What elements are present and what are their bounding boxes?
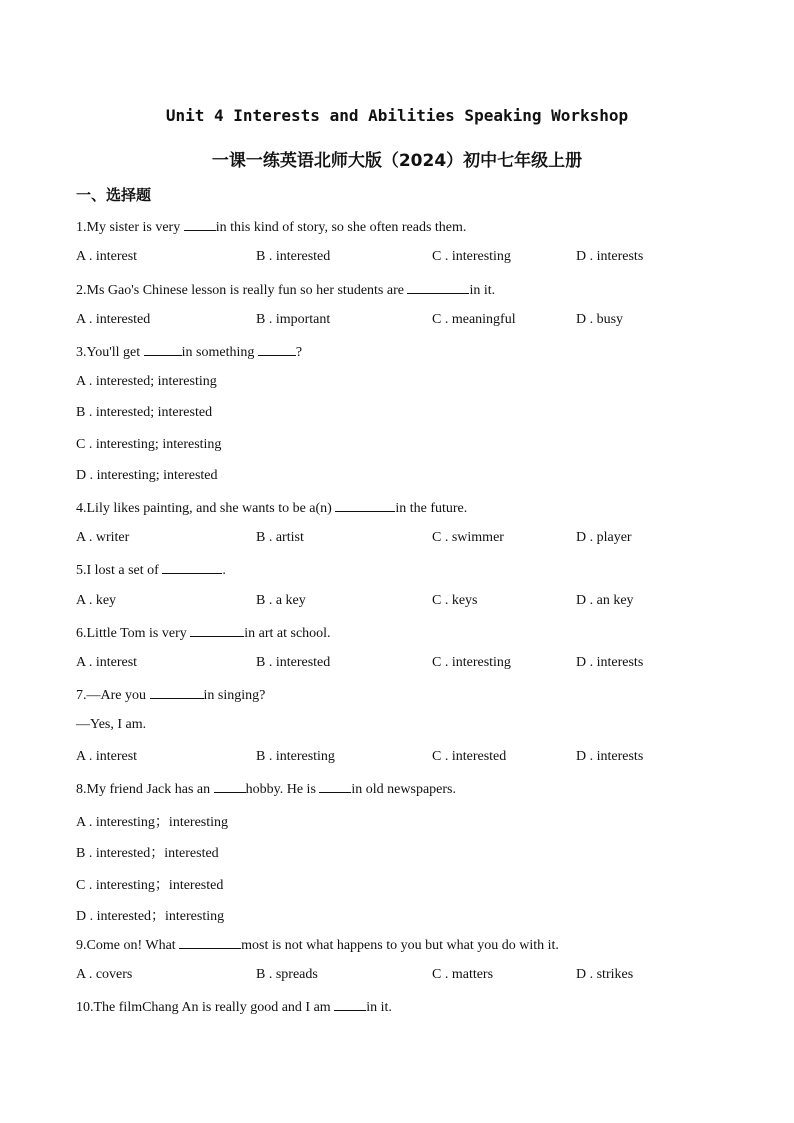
option-a: A . interested; interesting — [76, 374, 217, 389]
option-a: A . key — [76, 593, 117, 608]
question-9 — [76, 936, 559, 954]
option-c: C . swimmer — [432, 530, 504, 545]
answer-blank — [335, 499, 395, 512]
question-2 — [76, 281, 495, 299]
question-1 — [76, 218, 466, 236]
option-b: B . interesting — [256, 749, 335, 764]
option-a: A . writer — [76, 530, 130, 545]
question-7 — [76, 686, 265, 704]
question-text: in the future. — [395, 501, 468, 516]
section-heading: 一、选择题 — [76, 186, 152, 204]
question-8 — [76, 780, 456, 798]
answer-blank — [144, 343, 182, 356]
option-d: D . an key — [576, 593, 634, 608]
answer-blank — [179, 936, 241, 949]
answer-blank — [319, 780, 351, 793]
answer-blank — [162, 561, 222, 574]
question-text: 7.—Are you — [76, 688, 150, 703]
option-a: A . interest — [76, 749, 138, 764]
question-6 — [76, 624, 331, 642]
question-text: 5.I lost a set of — [76, 563, 163, 578]
option-a: A . interested — [76, 312, 151, 327]
question-text: most is not what happens to you but what you do with it. — [241, 938, 559, 953]
question-text: hobby. He is — [245, 782, 320, 797]
question-text: in this kind of story, so she often reads them. — [215, 220, 467, 235]
question-text: 9.Come on! What — [76, 938, 180, 953]
option-b: B . interested；interested — [76, 846, 219, 861]
option-d: D . interests — [576, 249, 644, 264]
option-c: C . interesting — [432, 655, 511, 670]
question-text: in it. — [366, 1000, 392, 1015]
option-c: C . interesting — [432, 249, 511, 264]
question-text: in something — [181, 345, 258, 360]
option-d: D . strikes — [576, 967, 634, 982]
answer-blank — [258, 343, 296, 356]
question-text: in singing? — [203, 688, 266, 703]
option-a: A . interest — [76, 655, 138, 670]
question-3 — [76, 343, 302, 361]
question-text: ? — [295, 345, 303, 360]
question-4 — [76, 499, 467, 517]
option-b: B . important — [256, 312, 331, 327]
option-b: B . interested — [256, 249, 331, 264]
question-text: 1.My sister is very — [76, 220, 184, 235]
option-d: D . busy — [576, 312, 624, 327]
question-text: in old newspapers. — [351, 782, 456, 797]
option-b: B . spreads — [256, 967, 318, 982]
answer-blank — [407, 281, 469, 294]
option-d: D . interests — [576, 655, 644, 670]
option-d: D . interested；interesting — [76, 909, 225, 924]
option-a: A . covers — [76, 967, 133, 982]
option-d: D . player — [576, 530, 632, 545]
question-text: 4.Lily likes painting, and she wants to be a(n) — [76, 501, 336, 516]
option-c: C . interesting; interesting — [76, 437, 222, 452]
option-b: B . interested; interested — [76, 405, 213, 420]
question-text: 3.You'll get — [76, 345, 144, 360]
page-subtitle: 一课一练英语北师大版（2024）初中七年级上册 — [211, 151, 583, 171]
answer-blank — [190, 624, 244, 637]
answer-blank — [184, 218, 216, 231]
dialogue-reply: —Yes, I am. — [76, 717, 147, 732]
option-c: C . meaningful — [432, 312, 516, 327]
option-a: A . interest — [76, 249, 138, 264]
option-c: C . matters — [432, 967, 494, 982]
answer-blank — [334, 998, 366, 1011]
option-c: C . interesting；interested — [76, 878, 224, 893]
option-d: D . interests — [576, 749, 644, 764]
question-10 — [76, 998, 392, 1016]
option-d: D . interesting; interested — [76, 468, 218, 483]
question-text: 10.The filmChang An is really good and I am — [76, 1000, 335, 1015]
option-c: C . interested — [432, 749, 507, 764]
question-text: 2.Ms Gao's Chinese lesson is really fun so her students are — [76, 283, 408, 298]
option-c: C . keys — [432, 593, 478, 608]
option-b: B . artist — [256, 530, 304, 545]
page-title: Unit 4 Interests and Abilities Speaking Workshop — [165, 106, 629, 125]
question-5 — [76, 561, 226, 579]
option-a: A . interesting；interesting — [76, 815, 229, 830]
question-text: 8.My friend Jack has an — [76, 782, 214, 797]
question-text: in art at school. — [244, 626, 331, 641]
question-text: 6.Little Tom is very — [76, 626, 191, 641]
question-text: . — [222, 563, 226, 578]
option-b: B . interested — [256, 655, 331, 670]
question-text: in it. — [469, 283, 496, 298]
answer-blank — [214, 780, 246, 793]
option-b: B . a key — [256, 593, 306, 608]
answer-blank — [150, 686, 204, 699]
